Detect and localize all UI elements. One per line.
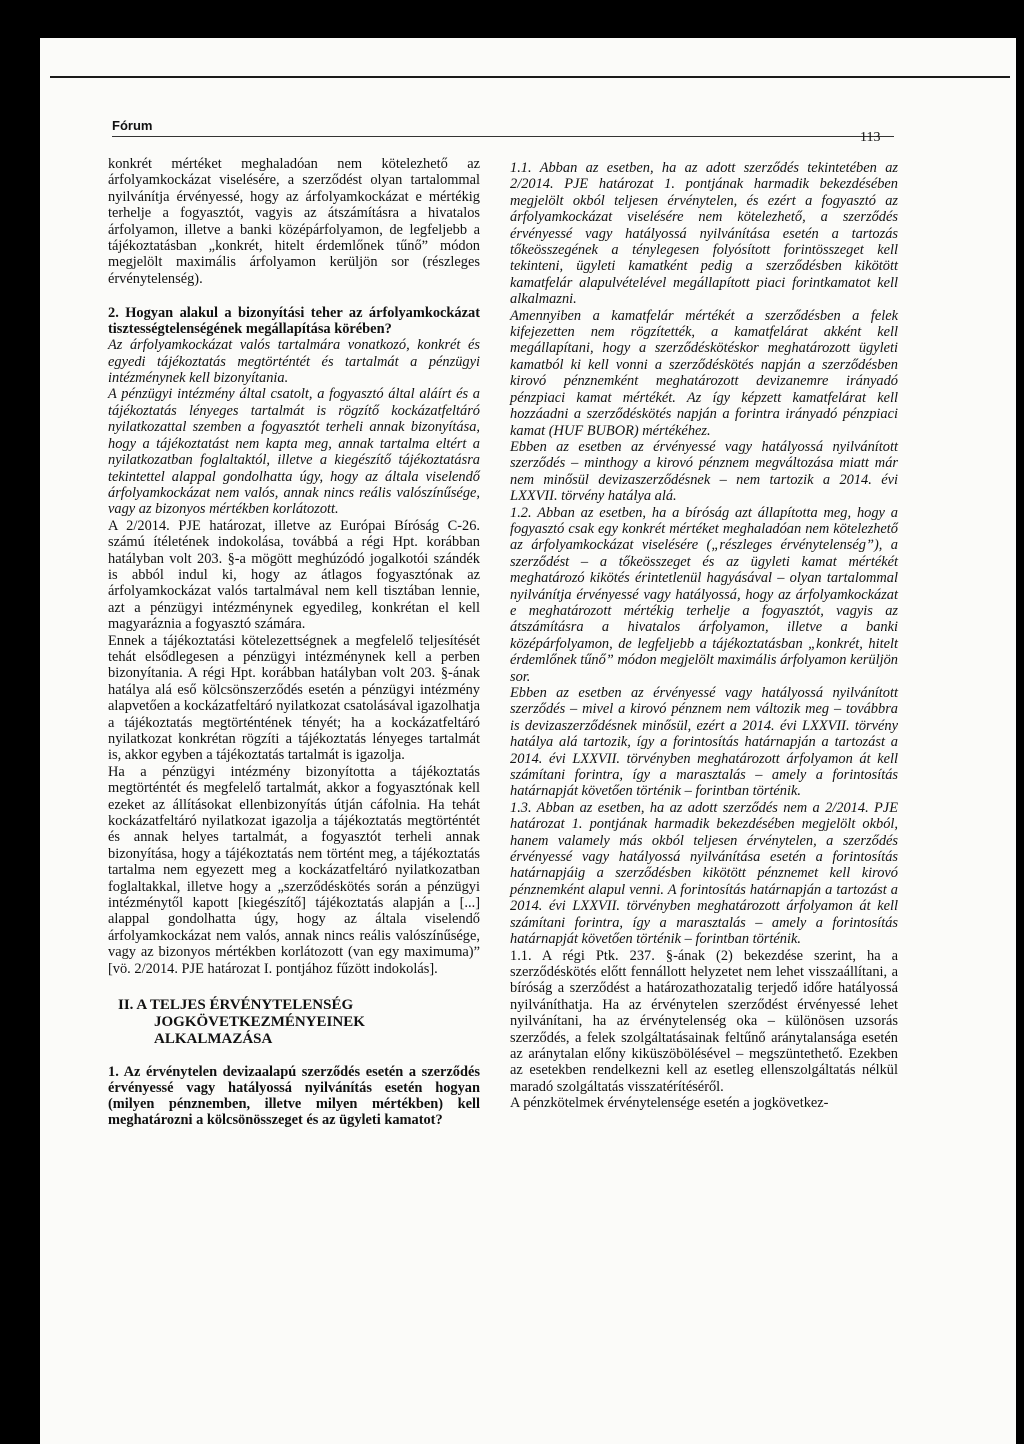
- right-column: [510, 160, 898, 1112]
- left-paragraph-1: konkrét mértéket meghaladóan nem kötelezhető az árfolyamkockázat viselésére, a szerződést olyan tartalommal nyilvánítja érvényessé, hogy az árfolyamkockázat e mértékig terhelje a fogyasztót, vagyis az átszámításra a hivatalos árfolyamon, illetve a banki középárfolyamon, de legfeljebb a tájékoztatásban „konkrét, hitelt érdemlőnek tűnő” módon megjelölt maximális árfolyamon kerüljön sor (részleges érvénytelenség).: [108, 156, 480, 287]
- top-rule: [50, 76, 1010, 78]
- right-paragraph-7: 1.1. A régi Ptk. 237. §-ának (2) bekezdése szerint, ha a szerződéskötés előtt fennállott helyzetet nem lehet visszaállítani, a bíróság a szerződést a határozathozatalig terjedő időre hatályossá nyilváníthatja. Ha az érvénytelen szerződést érvényessé lehet nyilvánítani, ha az érvénytelenség oka – különösen uzsorás szerződés, a felek szolgáltatásainak feltűnő aránytalansága esetén az aránytalan előny kiküszöbölésével – megszüntethető. Ezekben az esetekben rendelkezni kell az esetleg ellenszolgáltatás nélkül maradó szolgáltatás visszatérítéséről.: [510, 947, 898, 1095]
- right-paragraph-3: Ebben az esetben az érvényessé vagy hatályossá nyilvánított szerződés – minthogy a kirovó pénznem megváltozása miatt már nem minősül devizaszerződésnek – nem tartozik a 2014. évi LXXVII. törvény hatálya alá.: [510, 438, 898, 505]
- section-heading-line-3: ALKALMAZÁSA: [154, 1031, 273, 1048]
- right-paragraph-6: 1.3. Abban az esetben, ha az adott szerződés nem a 2/2014. PJE határozat 1. pontjának harmadik bekezdésében megjelölt okból, hanem valamely más okból teljesen érvénytelen, a szerződés érvényessé vagy hatályossá nyilvánítása esetén a forintosítás határnapjáig a szerződésben kikötött pénznemet kell kirovó pénznemként alapul venni. A forintosítás határnapján a tartozást a 2014. évi LXXVII. törvényben meghatározott árfolyamon át kell számítani forintra, így a marasztalás – amely a forintosítás határnapját követően történik – forintban történik.: [510, 799, 898, 948]
- right-paragraph-4: 1.2. Abban az esetben, ha a bíróság azt állapította meg, hogy a fogyasztó csak egy konkrét mértéket meghaladóan nem kötelezhető az árfolyamkockázat viselésére („részleges érvénytelenség”), a szerződést – a tőkeösszeget és az ügyleti kamat mértékét meghatározó kikötés érintetlenül hagyásával – olyan tartalommal nyilvánítja érvényessé vagy hatályossá, hogy az árfolyamkockázat e meghatározott mértékig terhelje a fogyasztót, vagyis az átszámításra a hivatalos árfolyamon, illetve a banki középárfolyamon, de legfeljebb a tájékoztatásban „konkrét, hitelt érdemlőnek tűnő” módon megjelölt maximális árfolyamon kerüljön sor.: [510, 504, 898, 685]
- right-paragraph-5: Ebben az esetben az érvényessé vagy hatályossá nyilvánított szerződés – mivel a kirovó pénznem nem változik meg – továbbra is devizaszerződésnek minősül, ezért a 2014. évi LXXVII. törvény hatálya alá tartozik, így a forintosítás határnapján a tartozást a 2014. évi LXXVII. törvényben meghatározott árfolyamon át kell számítani forintra, így a marasztalás – amely a forintosítás határnapját követően történik – forintban történik.: [510, 685, 898, 800]
- section-heading-line-2: JOGKÖVETKEZMÉNYEINEK: [154, 1014, 365, 1031]
- question-1-heading: 1. Az érvénytelen devizaalapú szerződés esetén a szerződés érvényessé vagy hatályossá nyilvánítás esetén hogyan (milyen pénznemben, illetve milyen mértékben) kell meghatározni a kölcsönösszeget és az ügyleti kamatot?: [108, 1064, 480, 1129]
- right-paragraph-2: Amennyiben a kamatfelár mértékét a szerződésben a felek kifejezetten nem rögzítették, a kamatfelárat akként kell megállapítani, hogy a szerződéskötéskor meghatározott ügyleti kamatból ki kell vonni a szerződéskötés napján a szerződésben kirovó pénznemként meghatározott devizanemre irányadó pénzpiaci kamat mértékét. Az így képzett kamatfelárat kell hozzáadni a szerződéskötés napján a forintra irányadó pénzpiaci kamat (HUF BUBOR) mértékéhez.: [510, 307, 898, 439]
- left-column: [108, 156, 480, 1128]
- left-paragraph-3: A pénzügyi intézmény által csatolt, a fogyasztó által aláírt és a tájékoztatás lényeges tartalmát is rögzítő kockázatfeltáró nyilatkozattal szemben a fogyasztót terheli annak bizonyítása, hogy a tájékoztatást nem kapta meg, annak tartalma eltért a nyilatkozatban foglaltaktól, illetve a kiegészítő tájékoztatásra tekintettel alappal gondolhatta úgy, hogy az általa viselendő árfolyamkockázat nem valós, annak nincs reális valószínűsége, vagy az bizonyos mértékben korlátozott.: [108, 386, 480, 518]
- left-paragraph-2: Az árfolyamkockázat valós tartalmára vonatkozó, konkrét és egyedi tájékoztatás megtörténtét és tartalmát a pénzügyi intézménynek kell bizonyítania.: [108, 337, 480, 387]
- left-paragraph-4: A 2/2014. PJE határozat, illetve az Európai Bíróság C-26. számú ítéletének indokolása, továbbá a régi Hpt. korábban hatályban volt 203. §-a mögött meghúzódó jogalkotói szándék is abból indul ki, hogy az átlagos fogyasztónak az árfolyamkockázat valós tartalmával nem kell tisztában lennie, azt a pénzügyi intézménynek egyedileg, konkrétan el kell magyaráznia a fogyasztó számára.: [108, 517, 480, 633]
- running-header: Fórum: [112, 118, 153, 133]
- right-paragraph-1: 1.1. Abban az esetben, ha az adott szerződés tekintetében az 2/2014. PJE határozat 1. pontjának harmadik bekezdésében megjelölt okból teljesen érvénytelen, és ezért a fogyasztó az árfolyamkockázat viselésére nem kötelezhető, a szerződés érvényessé vagy hatályossá nyilvánítása esetén a tartozás tőkeösszegének a ténylegesen folyósított forintösszeget kell tekinteni, ügyleti kamatként pedig a szerződésben kikötött kamatfelár alapulvételével megállapított piaci forintkamatot kell alkalmazni.: [510, 160, 898, 308]
- question-2-heading: 2. Hogyan alakul a bizonyítási teher az árfolyamkockázat tisztességtelenségének megállapítása körében?: [108, 305, 480, 338]
- header-rule: [112, 136, 894, 137]
- left-paragraph-5: Ennek a tájékoztatási kötelezettségnek a megfelelő teljesítését tehát elsődlegesen a pénzügyi intézménynek kell a perben bizonyítania. A régi Hpt. korábban hatályban volt 203. §-ának hatálya alá eső kölcsönszerződés esetén a pénzügyi intézmény alapvetően a kockázatfeltáró nyilatkozat csatolásával igazolhatja a tájékoztatás megtörténtének tényét; ha a kockázatfeltáró nyilatkozat konkrétan rögzíti a tájékoztatás lényeges tartalmát is, akkor egyben a tájékoztatás tartalmát is igazolja.: [108, 632, 480, 764]
- section-heading: [108, 997, 480, 1048]
- section-heading-line-1: II. A TELJES ÉRVÉNYTELENSÉG: [118, 997, 354, 1014]
- page-number: 113: [860, 130, 881, 145]
- right-paragraph-8: A pénzkötelmek érvénytelensége esetén a jogkövetkez-: [510, 1095, 829, 1112]
- left-paragraph-6: Ha a pénzügyi intézmény bizonyította a tájékoztatás megtörténtét és megfelelő tartalmát, akkor a fogyasztónak kell ezeket az állításokat ellenbizonyítás útján cáfolnia. Ha tehát kockázatfeltáró nyilatkozat igazolja a tájékoztatás megtörténtét és annak helyes tartalmát, a fogyasztót terheli annak bizonyítása, hogy a tájékoztatás nem történt meg, a tájékoztatás tartalma nem egyezett meg a kockázatfeltáró nyilatkozatban foglaltakkal, illetve hogy a „szerződéskötés során a pénzügyi intézménytől kapott [kiegészítő] tájékoztatás alapján a [...] alappal gondolhatta úgy, hogy az általa viselendő árfolyamkockázat nem valós, annak nincs reális valószínűsége, vagy az bizonyos mértékben korlátozott (van egy maximuma)” [vö. 2/2014. PJE határozat I. pontjához fűzött indokolás].: [108, 763, 480, 977]
